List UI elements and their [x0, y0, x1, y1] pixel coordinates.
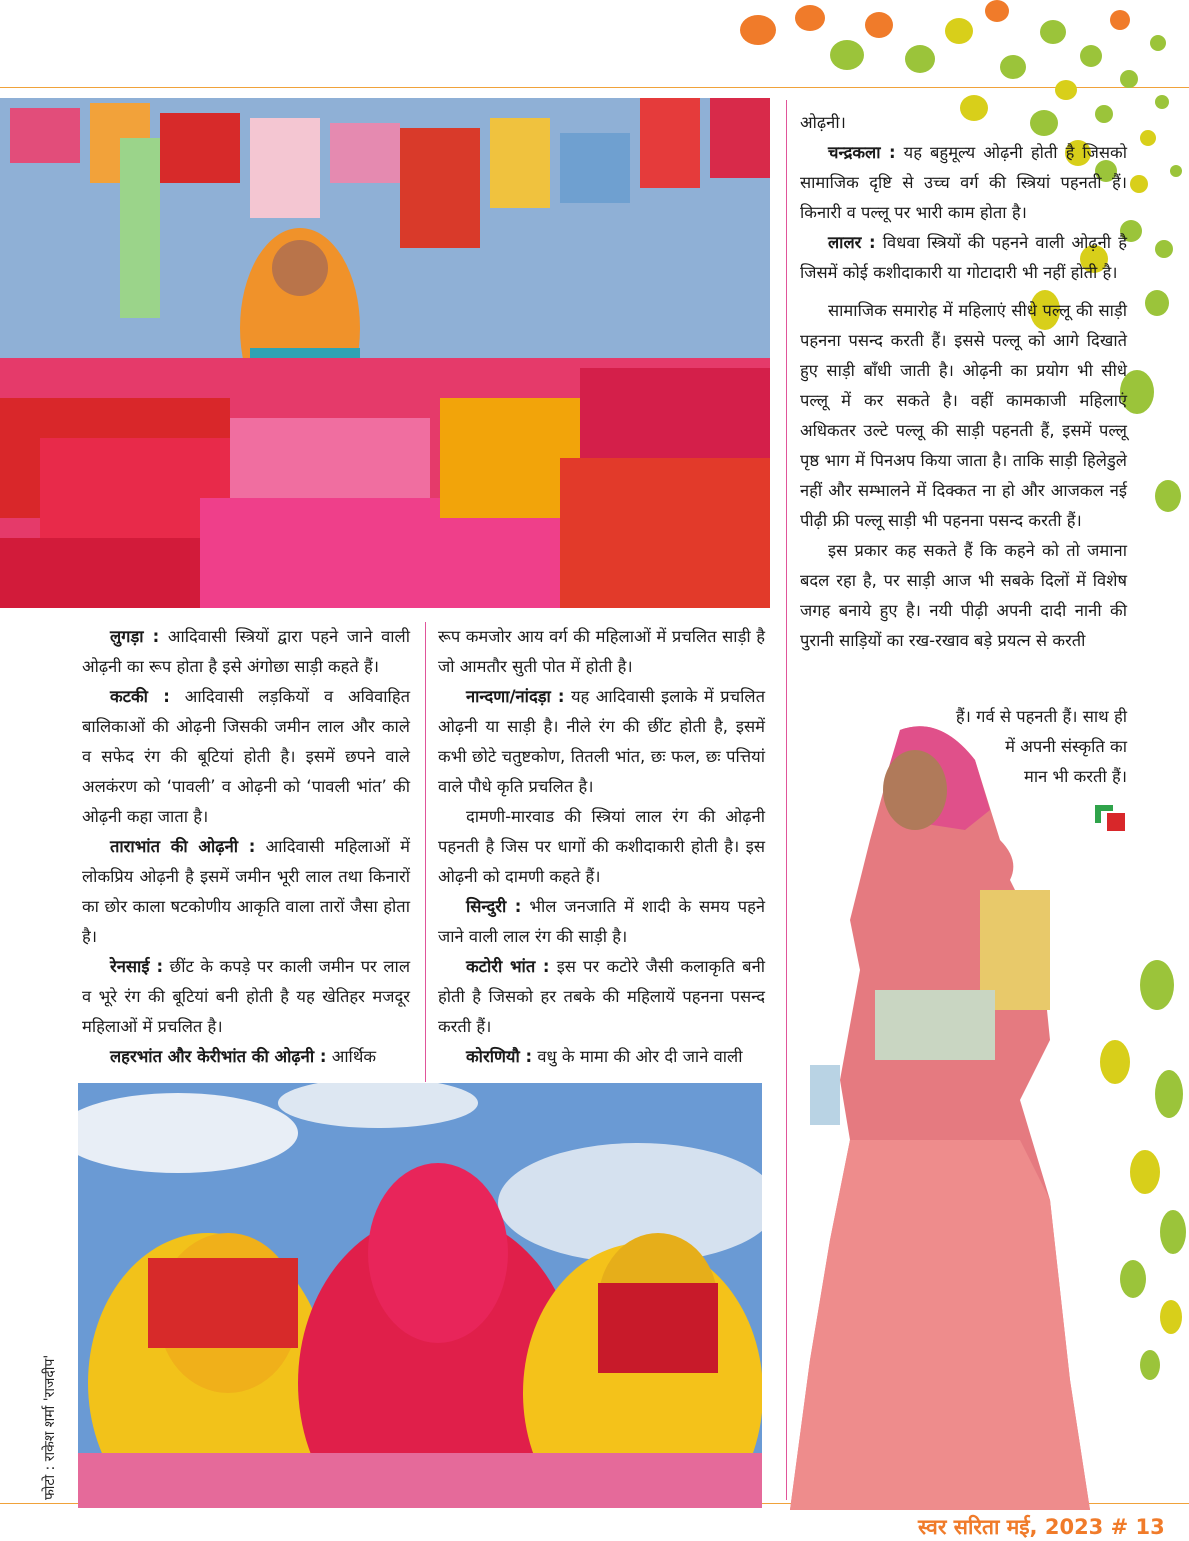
paragraph-katki: कटकी : आदिवासी लड़कियों व अविवाहित बालिकाओं की ओढ़नी जिसकी जमीन लाल और काले व सफेद रंग की बूटियां होती है। इसमें छपने वाले अलकंरण को ‘पावली’ व ओढ़नी को ‘पावली भांत’ की ओढ़नी कहा जाता है। [82, 687, 410, 826]
term: नान्दणा/नांदड़ा : [466, 687, 565, 706]
paragraph-nandana: नान्दणा/नांदड़ा : यह आदिवासी इलाके में प्रचलित ओढ़नी या साड़ी है। नीले रंग की छींट होती है, इसमें कभी छोटे चतुष्टकोण, तितली भांत, छः फल, छः पत्तियां वाले पौधे कृति प्रचलित है। [438, 687, 765, 796]
text-column-left [82, 622, 410, 1072]
term: कोरणियौ : [466, 1047, 533, 1066]
paragraph: ओढ़नी। [800, 113, 846, 132]
text-column-right-tail [800, 702, 1127, 792]
term: कटकी : [110, 687, 170, 706]
photo-veiled-women [78, 1083, 762, 1508]
photo-woman-lehenga [790, 720, 1090, 1510]
paragraph-damani: दामणी-मारवाड की स्त्रियां लाल रंग की ओढ़नी पहनती है जिस पर धागों की कशीदाकारी होती है। इस ओढ़नी को दामणी कहते हैं। [438, 807, 765, 886]
term: सिन्दुरी : [466, 897, 522, 916]
term: लुगड़ा : [110, 627, 160, 646]
paragraph-lugda: लुगड़ा : आदिवासी स्त्रियों द्वारा पहने जाने वाली ओढ़नी का रूप होता है इसे अंगोछा साड़ी कहते हैं। [82, 627, 411, 676]
paragraph-koraniyau: कोरणियौ : वधु के मामा की ओर दी जाने वाली [466, 1047, 743, 1066]
term: ताराभांत की ओढ़नी : [110, 837, 256, 856]
photo-saree-market [0, 98, 770, 608]
page-footer: स्वर सरिता मई, 2023 # 13 [918, 1515, 1165, 1539]
paragraph-rensai: रेनसाई : छींट के कपड़े पर काली जमीन पर लाल व भूरे रंग की बूटियां बनी होती है यह खेतिहर मजदूर महिलाओं में प्रचलित है। [82, 957, 411, 1036]
term: लालर : [828, 233, 876, 252]
term: लहरभांत और केरीभांत की ओढ़नी : [110, 1047, 327, 1066]
paragraph: रूप कमजोर आय वर्ग की महिलाओं में प्रचलित साड़ी है जो आमतौर सुती पोत में होती है। [438, 627, 765, 676]
paragraph-lalar: लालर : विधवा स्त्रियों की पहनने वाली ओढ़नी है जिसमें कोई कशीदाकारी या गोटादारी भी नहीं होती है। [800, 233, 1127, 282]
paragraph-laharbhant: लहरभांत और केरीभांत की ओढ़नी : आर्थिक [110, 1047, 377, 1066]
text-column-middle [438, 622, 765, 1072]
text-line: मान भी करती हैं। [1023, 767, 1127, 786]
term: रेनसाई : [110, 957, 164, 976]
paragraph: सामाजिक समारोह में महिलाएं सीधे पल्लू की साड़ी पहनना पसन्द करती हैं। इससे पल्लू को आगे दिखाते हुए साड़ी बाँधी जाती है। ओढ़नी का प्रयोग भी सीधे पल्लू में कर सकते है। वहीं कामकाजी महिलाएं अधिकतर उल्टे पल्लू की साड़ी पहनती हैं, इसमें पल्लू पृष्ठ भाग में पिनअप किया जाता है। ताकि साड़ी हिलेडुले नहीं और सम्भालने में दिक्कत ना हो और आजकल नई पीढ़ी फ्री पल्लू साड़ी भी पहनना पसन्द करती हैं। [800, 301, 1127, 530]
term: कटोरी भांत : [466, 957, 550, 976]
text-line: में अपनी संस्कृति का [1005, 737, 1127, 756]
photo-credit [40, 1290, 60, 1500]
photo-credit-text: फोटो : राकेश शर्मा 'राजदीप' [42, 1354, 58, 1500]
paragraph: इस प्रकार कह सकते हैं कि कहने को तो जमाना बदल रहा है, पर साड़ी आज भी सबके दिलों में विशेष जगह बनाये हुए है। नयी पीढ़ी अपनी दादी नानी की पुरानी साड़ियों का रख-रखाव बड़े प्रयत्न से करती [800, 541, 1127, 650]
paragraph-chandrakala: चन्द्रकला : यह बहुमूल्य ओढ़नी होती है जिसको सामाजिक दृष्टि से उच्च वर्ग की स्त्रियां पहनती हैं। किनारी व पल्लू पर भारी काम होता है। [800, 143, 1127, 222]
paragraph-katoribhant: कटोरी भांत : इस पर कटोरे जैसी कलाकृति बनी होती है जिसको हर तबके की महिलायें पहनना पसन्द करती हैं। [438, 957, 765, 1036]
text-line: हैं। गर्व से पहनती हैं। साथ ही [955, 707, 1127, 726]
term: चन्द्रकला : [828, 143, 896, 162]
end-of-article-icon [1095, 805, 1127, 833]
text-column-right-top [800, 108, 1127, 656]
paragraph-tarabhant: ताराभांत की ओढ़नी : आदिवासी महिलाओं में लोकप्रिय ओढ़नी है इसमें जमीन भूरी लाल तथा किनारों का छोर काला षटकोणीय आकृति वाला तारों जैसा होता है। [82, 837, 410, 946]
paragraph-sinduri: सिन्दुरी : भील जनजाति में शादी के समय पहने जाने वाली लाल रंग की साड़ी है। [438, 897, 765, 946]
column-rule-1 [425, 622, 426, 1082]
